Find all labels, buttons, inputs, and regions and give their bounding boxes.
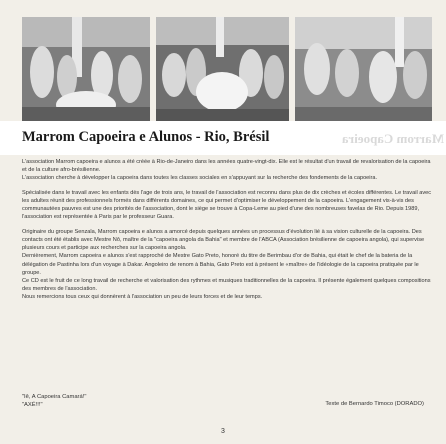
title-watermark: Marrom Capoeira: [342, 131, 444, 146]
quote-line: "AXÉ!!!": [22, 402, 43, 408]
paragraph: Ce CD est le fruit de ce long travail de recherche et valorisation des rythmes et musiques traditionnelles de la capoeira. Il présente également quelques compositions des membres de l'association.: [22, 277, 431, 292]
paragraph: Dernièrement, Marrom capoeira e alunos s'est rapproché de Mestre Gato Preto, honoré du titre de Berimbau d'or de Bahia, qui était le chef de la bateria de la délégation de Pastinha lors d'un voyage à Dakar. Angoleiro de renom à Bahia, Gato Preto est à présent le «maître» de l'idéologie de la capoeira pratiquée par le groupe.: [22, 253, 419, 276]
photo-strip: [22, 17, 432, 121]
capoeira-photo-1: [22, 17, 150, 121]
author-credit: Texte de Bernardo Timoco (DORADO): [325, 401, 424, 407]
paragraph: L'association cherche à développer la capoeira dans toutes les classes sociales en s'appuyant sur la recherche des fondements de la capoeira.: [22, 175, 378, 182]
paragraph: Spécialisée dans le travail avec les enfants dès l'age de trois ans, le travail de l'association est reconnu dans plus de dix crèches et écoles différentes. Le travail avec les adultes réunit des professionnels formés dans différents domaines, ce qui permet d'optimiser le développement de la capoeira. L'engagement vis-à-vis des communautées pauvres est une des priorités de l'association, dont le siège se trouve à Copa-Leme au pied d'une des nombreuses favelas de Rio. Depuis 1989, l'association est représentée à Paris par le professeur Guara.: [22, 190, 432, 221]
closing-quote: [22, 393, 86, 409]
paragraph: Nous remercions tous ceux qui donnèrent à l'association un peu de leurs forces et de leur temps.: [22, 293, 263, 300]
capoeira-photo-2: [156, 17, 289, 121]
body-text: [22, 158, 434, 308]
capoeira-photo-3: [295, 17, 432, 121]
paragraph: L'association Marrom capoeira e alunos a été créée à Rio-de-Janeiro dans les années quatre-vingt-dix. Elle est le résultat d'un travail de revalorisation de la capoeira et de la culture afro-brésilienne.: [22, 159, 431, 174]
paragraph: Originaire du groupe Senzala, Marrom capoeira e alunos a amorcé depuis quelques années un processus d'évolution lié à sa vision culturelle de la capoeira. Des contacts ont été établis avec Mestre Nô, maître de la "capoeira angola da Bahia" et membre de l'ABCA (Association brésilienne de capoeira angola), qui supervise plusieurs cours et participe aux recherches sur la capoeira angola.: [22, 229, 425, 252]
page-number: 3: [221, 428, 225, 435]
quote-line: "Iê, A Capoeira Camará!": [22, 394, 87, 400]
page-title: Marrom Capoeira e Alunos - Rio, Brésil: [22, 129, 270, 145]
